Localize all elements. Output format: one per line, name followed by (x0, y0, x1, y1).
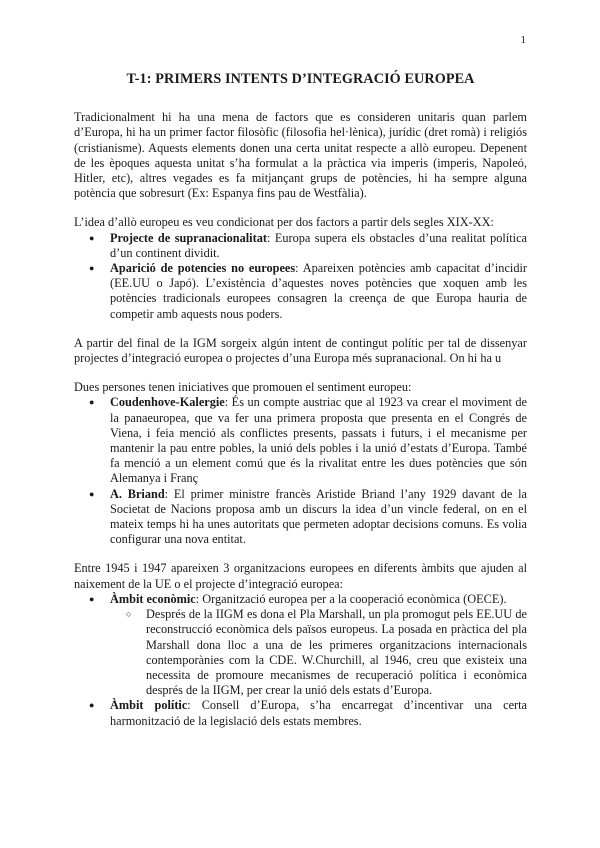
initiatives-list (74, 395, 527, 547)
page-number: 1 (520, 34, 526, 46)
section-factors (74, 215, 527, 321)
list-item-term: Aparició de potencies no europees (110, 261, 296, 276)
list-item (74, 231, 527, 261)
document-body (74, 72, 527, 743)
list-item-term: Projecte de supranacionalitat (110, 230, 267, 245)
section-initiatives-lead: Dues persones tenen iniciatives que promouen el sentiment europeu: (74, 380, 412, 395)
intro-paragraph: Tradicionalment hi ha una mena de factors que es consideren unitaris quan parlem d’Europa, hi ha un primer factor filosòfic (filosofia hel·lènica), jurídic (dret romà) i religiós (cristianisme). Aquests elements donen una certa unitat respecte a allò europeu. Depenent de les èpoques aquesta unitat s’ha formulat a la pràctica via imperis (imperis, Napoleó, Hitler, etc), altres vegades es fa mitjançant grups de potències, hi ha sempre alguna potència que sobresurt (Ex: Espanya fins pau de Westfàlia). (74, 110, 527, 201)
list-item-text: : És un compte austriac que al 1923 va crear el moviment de la panaeuropea, que va fer una primera proposta que presenta en el Congrés de Viena, i feia menció als conflictes presents, passats i futurs, i el mecanisme per mantenir la pau entre pobles, la unió dels pobles i la unió d’estats d’Europa. També fa menció a un element comú que és la rivalitat entre les dues potències que són Alemanya i Franç (110, 395, 527, 486)
list-item-term: Àmbit econòmic (110, 591, 196, 606)
list-item-text: : Organització europea per a la cooperació econòmica (OECE). (195, 591, 507, 606)
list-item-term: Àmbit polític (110, 698, 188, 713)
list-item (74, 395, 527, 486)
document-title: T-1: PRIMERS INTENTS D’INTEGRACIÓ EUROPEA (126, 71, 475, 87)
section-organizations (74, 561, 527, 728)
list-item-term: A. Briand (110, 486, 165, 501)
section-initiatives (74, 380, 527, 547)
list-item (74, 592, 527, 698)
list-item-term: Coudenhove-Kalergie (110, 395, 225, 410)
postwar-paragraph: A partir del final de la IGM sorgeix algún intent de contingut polític per tal de dissenyar projectes d’integració europea o projectes d’una Europa més supranacional. On hi ha u (74, 335, 527, 366)
list-item-text: : Consell d’Europa, s’ha encarregat d’incentivar una certa harmonització de la legislació dels estats membres. (110, 698, 527, 728)
list-item (74, 261, 527, 322)
sub-list-item: ○ Després de la IIGM es dona el Pla Marshall, un pla promogut pels EE.UU de reconstrucció econòmica dels països europeus. La posada en pràctica del pla Marshall dona lloc a una de les primeres organitzacions internacionals contemporànies com la CDE. W.Churchill, al 1946, creu que existeix una necessita de promoure mecanismes de recuperació política i econòmica després de la IIGM, per crear la unió dels estats d’Europa. (110, 607, 527, 698)
list-item-text: : Apareixen potències amb capacitat d’incidir (EE.UU o Japó). L’existència d’aquestes noves potències que xoquen amb les potències tradicionals europees consagren la creença de que Europa hauria de competir amb aquests nous poders. (110, 261, 527, 321)
section-organizations-lead: Entre 1945 i 1947 apareixen 3 organitzacions europees en diferents àmbits que ajuden al naixement de la UE o el projecte d’integració europea: (74, 561, 527, 591)
section-factors-lead: L’idea d’allò europeu es veu condicionat per dos factors a partir dels segles XIX-XX: (74, 215, 494, 230)
list-item (74, 487, 527, 548)
factors-list (74, 231, 527, 322)
sub-list (110, 607, 527, 698)
list-item-text: : Europa supera els obstacles d’una realitat política d’un continent dividit. (110, 230, 527, 260)
list-item-text: : El primer ministre francès Aristide Briand l’any 1929 davant de la Societat de Nacions proposa amb un discurs la idea d’un vincle federal, on en el mateix temps hi ha unes autoritats que permeten adoptar decisions comuns. Es volia configurar una nova entitat. (110, 486, 527, 547)
list-item (74, 698, 527, 728)
organizations-list (74, 592, 527, 729)
